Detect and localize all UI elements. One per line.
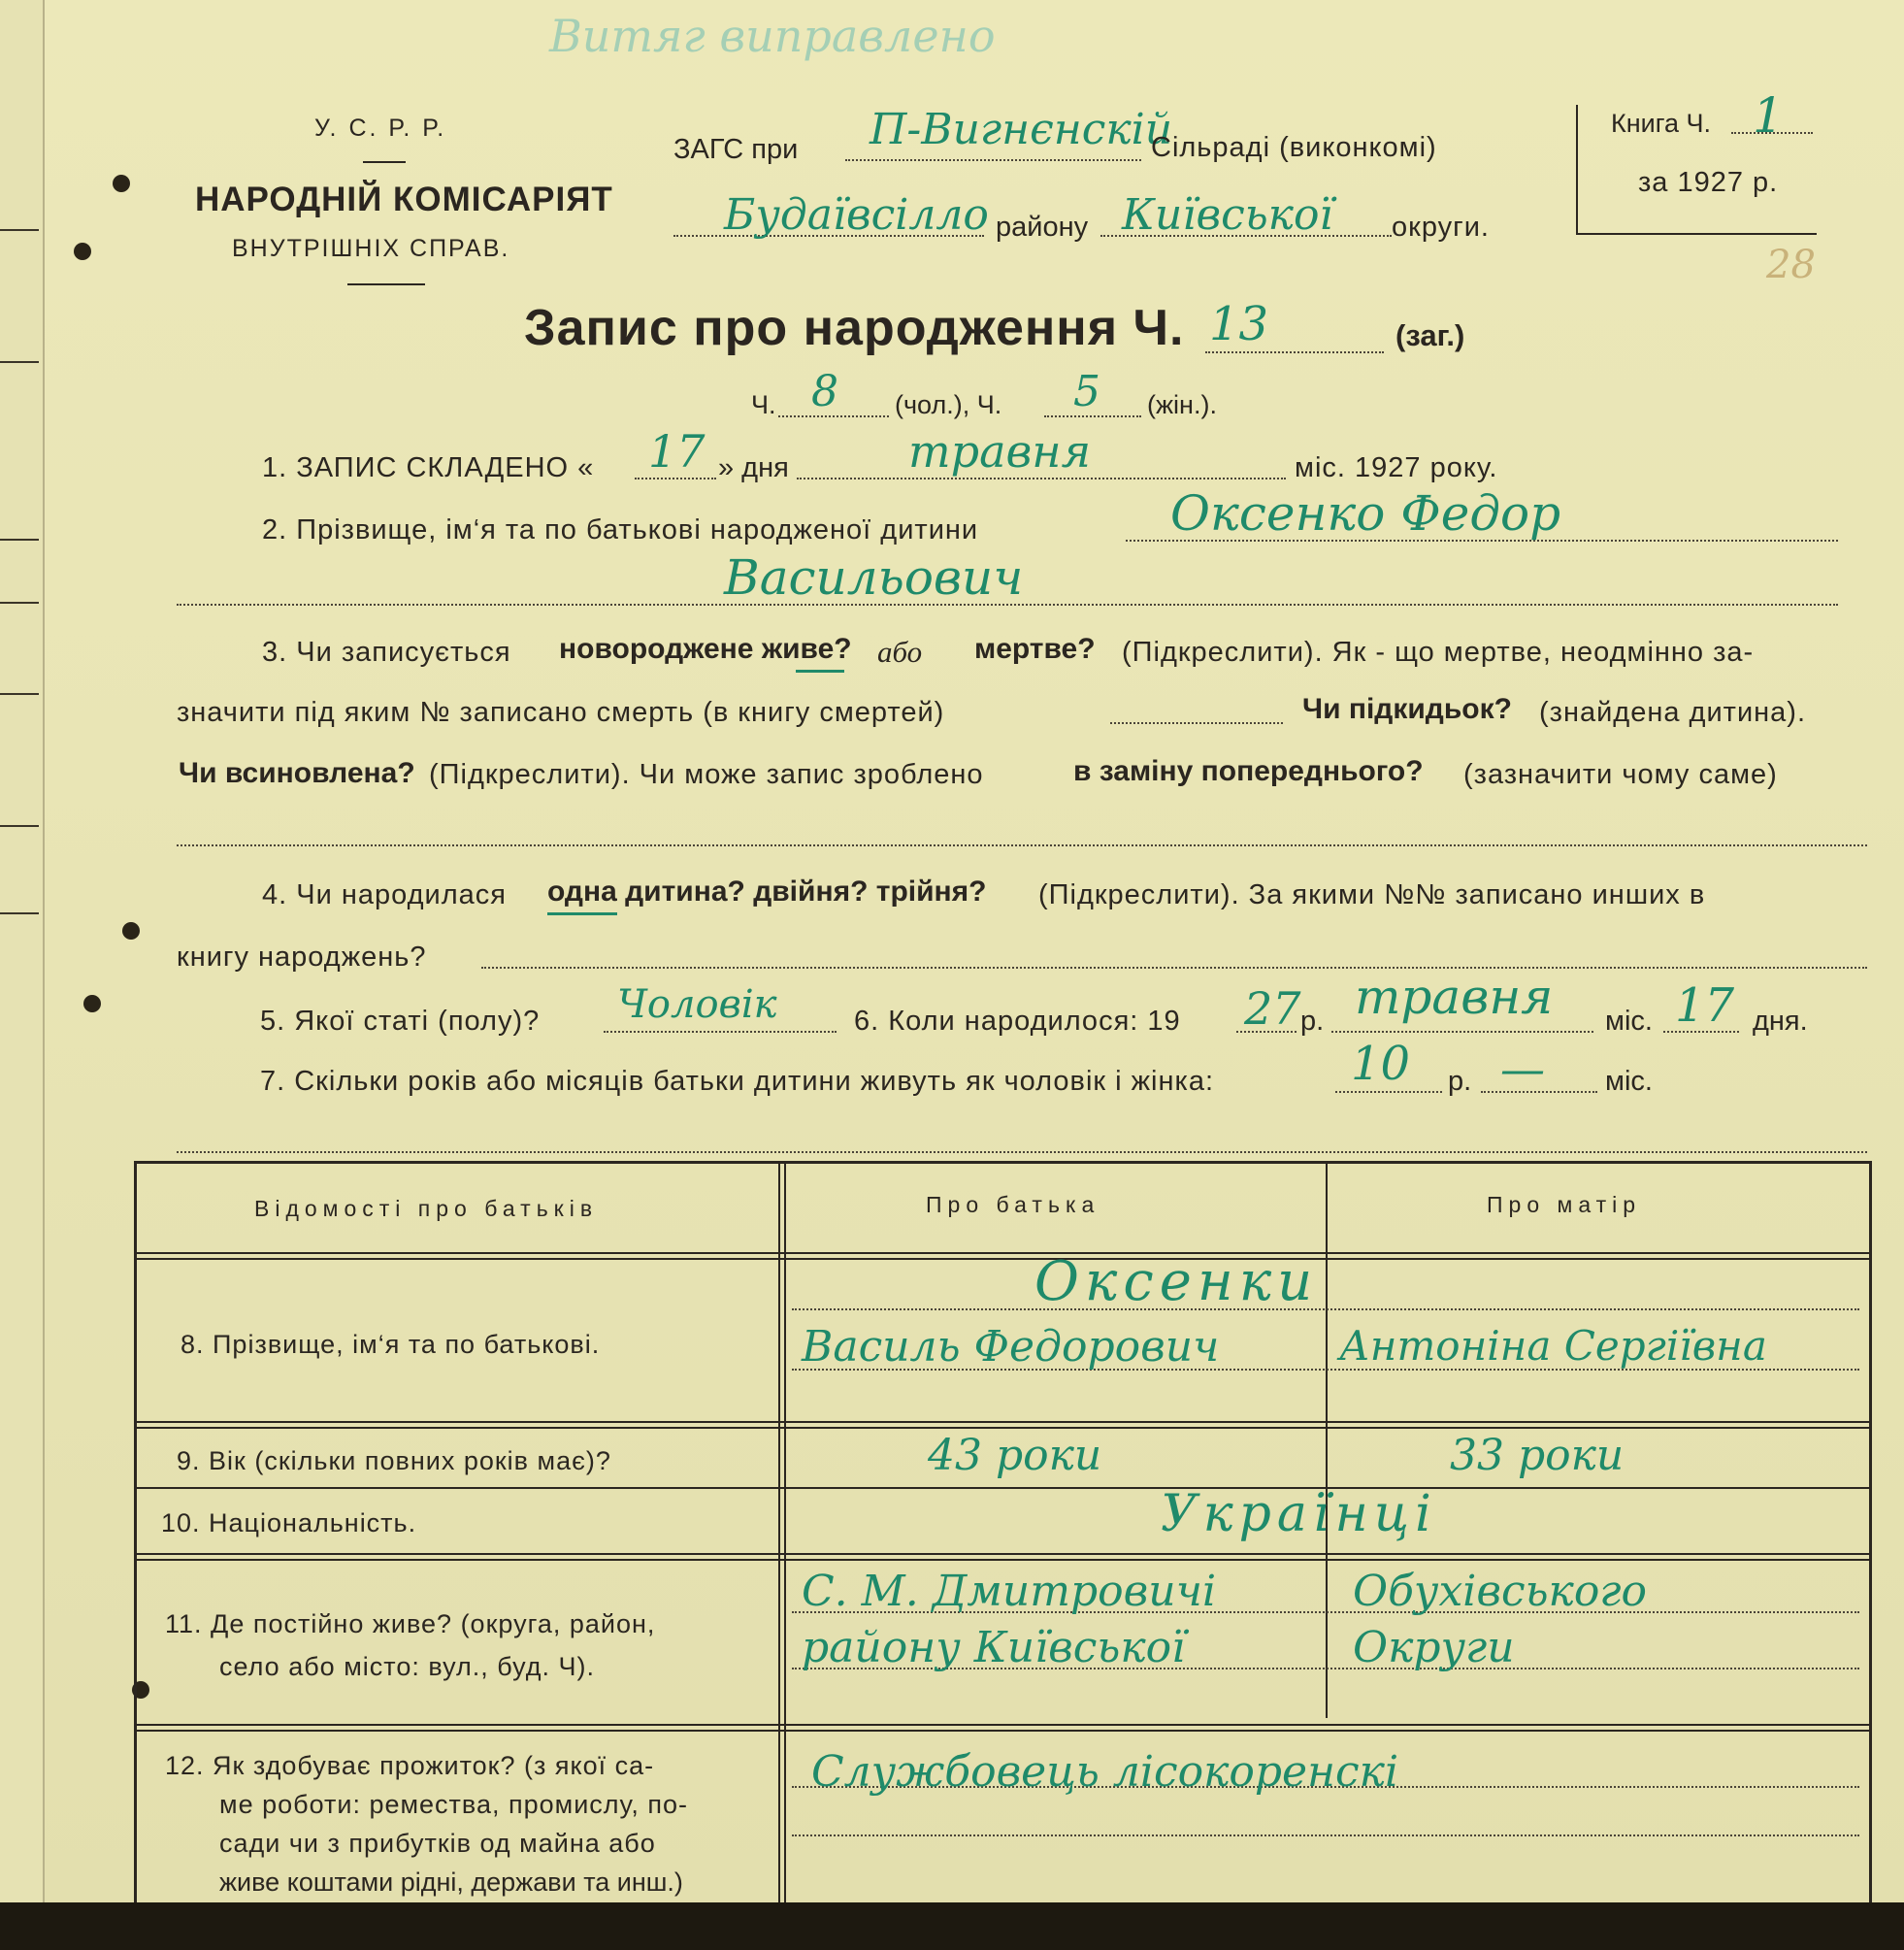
item3-replacement: в заміну попереднього? — [1073, 755, 1424, 787]
col-header-father: Про батька — [926, 1192, 1100, 1217]
row11-mother-1: Обухівського — [1353, 1567, 1648, 1616]
item1-day-label: » дня — [718, 452, 789, 483]
item6-day: 17 — [1675, 978, 1735, 1033]
item5-label: 5. Якої статі (полу)? — [260, 1006, 541, 1037]
scan-bottom-edge — [0, 1902, 1904, 1950]
row8-father: Василь Федорович — [802, 1322, 1220, 1372]
item6-label: 6. Коли народилося: 19 — [854, 1006, 1181, 1037]
underline-alive — [796, 670, 844, 673]
row11-label-1: 11. Де постійно живе? (округа, район, — [165, 1609, 656, 1638]
row11-father-1: С. М. Дмитровичі — [802, 1567, 1217, 1616]
row9-father-age: 43 роки — [928, 1431, 1102, 1480]
item3-text-f: (зазначити чому саме) — [1463, 759, 1778, 790]
record-title: Запис про народження Ч. — [524, 300, 1185, 356]
item3-text-c: значити під яким № записано смерть (в книгу смертей) — [177, 697, 945, 728]
archive-note: Витяг виправлено — [549, 10, 996, 62]
record-title-suffix: (заг.) — [1395, 318, 1465, 352]
record-number: 13 — [1209, 297, 1269, 351]
item4-options: одна дитина? двійня? трійня? — [547, 876, 987, 908]
punch-hole — [74, 243, 91, 260]
row8-mother: Антоніна Сергіївна — [1339, 1322, 1767, 1370]
punch-hole — [83, 995, 101, 1012]
row9-label: 9. Вік (скільки повних років має)? — [177, 1446, 611, 1475]
row11-label-2: село або місто: вул., буд. Ч). — [219, 1652, 595, 1681]
birth-record-page — [43, 0, 1904, 1902]
row12-label-2: ме роботи: ремества, промислу, по- — [219, 1790, 688, 1819]
okrug-value: Київської — [1122, 190, 1333, 240]
zags-suffix: Сільраді (виконкомі) — [1151, 132, 1437, 163]
item3-text-e: (Підкреслити). Чи може запис зроблено — [429, 759, 984, 790]
row12-label-1: 12. Як здобуває прожиток? (з якої са- — [165, 1751, 655, 1780]
female-count-label: (жін.). — [1147, 390, 1217, 419]
item1-day: 17 — [648, 425, 706, 478]
item3-foundling: Чи підкидьок? — [1302, 693, 1512, 725]
row12-label-3: сади чи з прибутків од майна або — [219, 1829, 656, 1858]
col-header-mother: Про матір — [1487, 1192, 1642, 1217]
item3-text-d: (знайдена дитина). — [1539, 697, 1807, 728]
row12-occupation: Службовець лісокоренскі — [811, 1747, 1399, 1797]
item3-dead: мертве? — [974, 633, 1096, 665]
department-label: ВНУТРІШНІХ СПРАВ. — [232, 235, 510, 262]
item3-text-b: (Підкреслити). Як - що мертве, неодмінно за- — [1122, 637, 1755, 668]
item7-months-label: міс. — [1605, 1066, 1653, 1097]
row8-surname: Оксенки — [1034, 1250, 1319, 1313]
row10-label: 10. Національність. — [161, 1508, 417, 1537]
female-count-value: 5 — [1073, 367, 1100, 416]
item3-or: або — [877, 635, 923, 669]
item1-label: 1. ЗАПИС СКЛАДЕНО « — [262, 452, 595, 483]
book-year: за 1927 р. — [1638, 167, 1779, 198]
okrug-label: округи. — [1392, 212, 1490, 243]
item6-month-label: міс. — [1605, 1006, 1653, 1037]
book-number: 1 — [1753, 87, 1784, 144]
item6-year: 27 — [1244, 982, 1301, 1035]
item7-label: 7. Скільки років або місяців батьки дитини живуть як чоловік і жінка: — [260, 1066, 1215, 1097]
item3-alive: новороджене живе? — [559, 633, 852, 665]
previous-page-edge — [0, 0, 43, 1950]
item4-text-b: (Підкреслити). За якими №№ записано инших в — [1038, 879, 1706, 910]
commissariat-title: НАРОДНІЙ КОМІСАРІЯТ — [195, 181, 613, 218]
child-name-line1: Оксенко Федор — [1170, 485, 1561, 542]
book-label: Книга Ч. — [1611, 109, 1711, 138]
item4-text-a: 4. Чи народилася — [262, 879, 507, 910]
row11-father-2: району Київської — [802, 1623, 1186, 1672]
punch-hole — [122, 922, 140, 940]
row10-nationality: Українці — [1161, 1485, 1437, 1543]
item7-years-label: р. — [1448, 1066, 1472, 1097]
item1-month: травня — [908, 425, 1092, 478]
col-header-info: Відомості про батьків — [254, 1196, 599, 1221]
item6-year-label: р. — [1300, 1006, 1325, 1037]
district-value: Будаївсілло — [724, 190, 989, 240]
row9-mother-age: 33 роки — [1450, 1431, 1625, 1480]
item1-year-label: міс. 1927 року. — [1295, 452, 1498, 483]
male-count-value: 8 — [811, 367, 838, 416]
district-label: району — [996, 212, 1089, 243]
underline-single — [547, 912, 617, 915]
item6-month: травня — [1355, 969, 1554, 1025]
item3-text-a: 3. Чи записується — [262, 637, 511, 668]
item4-text-c: книгу народжень? — [177, 942, 427, 973]
zags-prefix: ЗАГС при — [673, 134, 799, 165]
male-count-prefix: Ч. — [751, 390, 776, 419]
item2-label: 2. Прізвище, ім‘я та по батькові народженої дитини — [262, 514, 979, 545]
village-council-value: П-Вигнєнскій — [870, 105, 1173, 154]
row11-mother-2: Округи — [1353, 1623, 1515, 1672]
row8-label: 8. Прізвище, ім‘я та по батькові. — [181, 1330, 601, 1359]
row12-label-4: живе коштами рідні, держави та инш.) — [219, 1867, 683, 1897]
ussr-label: У. С. Р. Р. — [314, 115, 447, 142]
item6-day-label: дня. — [1753, 1006, 1808, 1037]
male-count-label: (чол.), Ч. — [895, 390, 1002, 419]
punch-hole — [113, 175, 130, 192]
page-mark: 28 — [1766, 243, 1816, 287]
item3-adopted: Чи всиновлена? — [179, 757, 415, 789]
item7-years: 10 — [1351, 1037, 1411, 1091]
item7-months: — — [1500, 1042, 1545, 1095]
item5-sex: Чоловік — [617, 982, 777, 1027]
child-name-line2: Васильович — [724, 549, 1024, 606]
